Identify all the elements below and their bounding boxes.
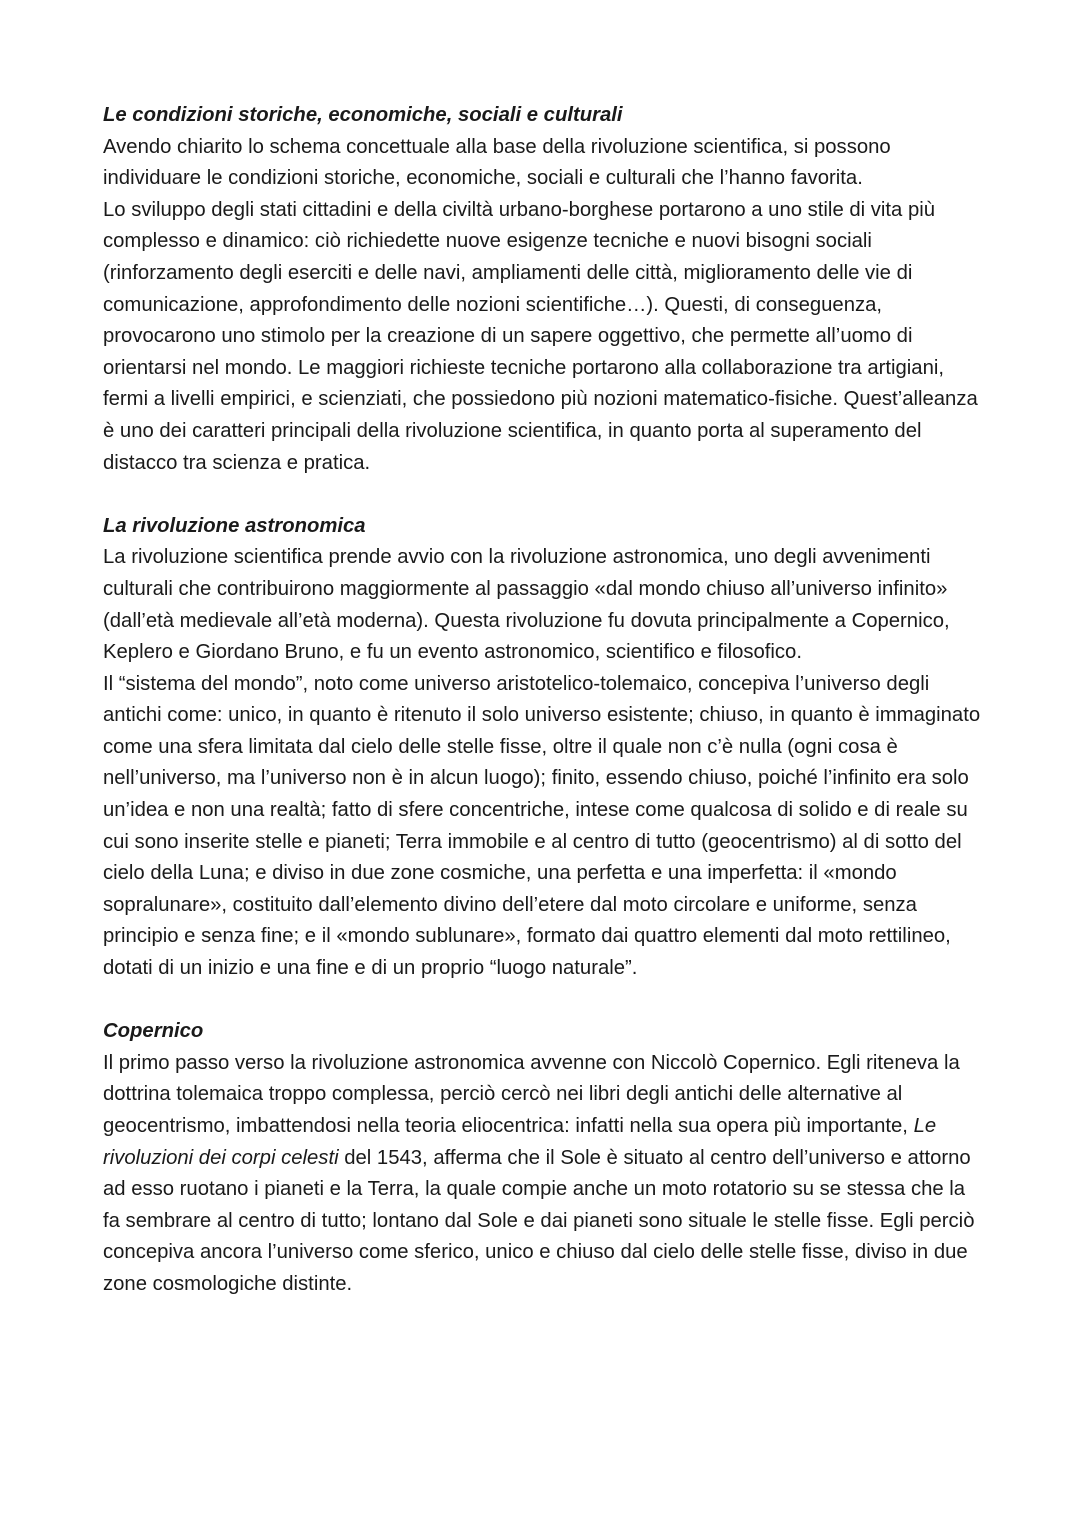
paragraph: Il “sistema del mondo”, noto come universo aristotelico-tolemaico, concepiva l’universo degli antichi come: unico, in quanto è ritenuto il solo universo esistente; chiuso, in quanto è immaginato come una sfera limitata dal cielo delle stelle fisse, oltre il quale non c’è nulla (ogni cosa è nell’universo, ma l’universo non è in alcun luogo); finito, essendo chiuso, poiché l’infinito era solo un’idea e non una realtà; fatto di sfere concentriche, intese come qualcosa di solido e di reale su cui sono inserite stelle e pianeti; Terra immobile e al centro di tutto (geocentrismo) al di sotto del cielo della Luna; e diviso in due zone cosmiche, una perfetta e una imperfetta: il «mondo sopralunare», costituito dall’elemento divino dell’etere dal moto circolare e uniforme, senza principio e senza fine; e il «mondo sublunare», formato dai quattro elementi dal moto rettilineo, dotati di un inizio e una fine e di un proprio “luogo naturale”.: [103, 672, 981, 980]
paragraph-text: Il primo passo verso la rivoluzione astronomica avvenne con Niccolò Copernico. Egli riteneva la dottrina tolemaica troppo complessa, perciò cercò nei libri degli antichi delle alternative al geocentrismo, imbattendosi nella teoria eliocentrica: infatti nella sua opera più importante,: [103, 1051, 960, 1137]
section-copernico: [103, 1016, 983, 1300]
section-heading: Le condizioni storiche, economiche, sociali e culturali: [103, 104, 623, 126]
paragraph: [103, 1048, 983, 1301]
paragraph-text: del 1543, afferma che il Sole è situato al centro dell’universo e attorno ad esso ruotano i pianeti e la Terra, la quale compie anche un moto rotatorio su se stessa che la fa sembrare al centro di tutto; lontano dal Sole e dai pianeti sono situale le stelle fisse. Egli perciò concepiva ancora l’universo come sferico, unico e chiuso dal cielo delle stelle fisse, diviso in due zone cosmologiche distinte.: [103, 1146, 975, 1295]
section-rivoluzione-astronomica: [103, 511, 983, 985]
paragraph: Avendo chiarito lo schema concettuale alla base della rivoluzione scientifica, si possono individuare le condizioni storiche, economiche, sociali e culturali che l’hanno favorita.: [103, 135, 891, 190]
book-title: Le rivoluzioni dei corpi celesti: [103, 1115, 937, 1169]
paragraph: La rivoluzione scientifica prende avvio con la rivoluzione astronomica, uno degli avvenimenti culturali che contribuirono maggiormente al passaggio «dal mondo chiuso all’universo infinito» (dall’età medievale all’età moderna). Questa rivoluzione fu dovuta principalmente a Copernico, Keplero e Giordano Bruno, e fu un evento astronomico, scientifico e filosofico.: [103, 546, 950, 664]
document-page: [103, 100, 983, 1332]
paragraph: Lo sviluppo degli stati cittadini e della civiltà urbano-borghese portarono a uno stile di vita più complesso e dinamico: ciò richiedette nuove esigenze tecniche e nuovi bisogni sociali (rinforzamento degli eserciti e delle navi, ampliamenti delle città, miglioramento delle vie di comunicazione, approfondimento delle nozioni scientifiche…). Questi, di conseguenza, provocarono uno stimolo per la creazione di un sapere oggettivo, che permette all’uomo di orientarsi nel mondo. Le maggiori richieste tecniche portarono alla collaborazione tra artigiani, fermi a livelli empirici, e scienziati, che possiedono più nozioni matematico-fisiche. Quest’alleanza è uno dei caratteri principali della rivoluzione scientifica, in quanto porta al superamento del distacco tra scienza e pratica.: [103, 198, 978, 474]
section-heading: La rivoluzione astronomica: [103, 514, 366, 537]
section-condizioni: [103, 100, 983, 479]
section-heading: Copernico: [103, 1020, 204, 1043]
